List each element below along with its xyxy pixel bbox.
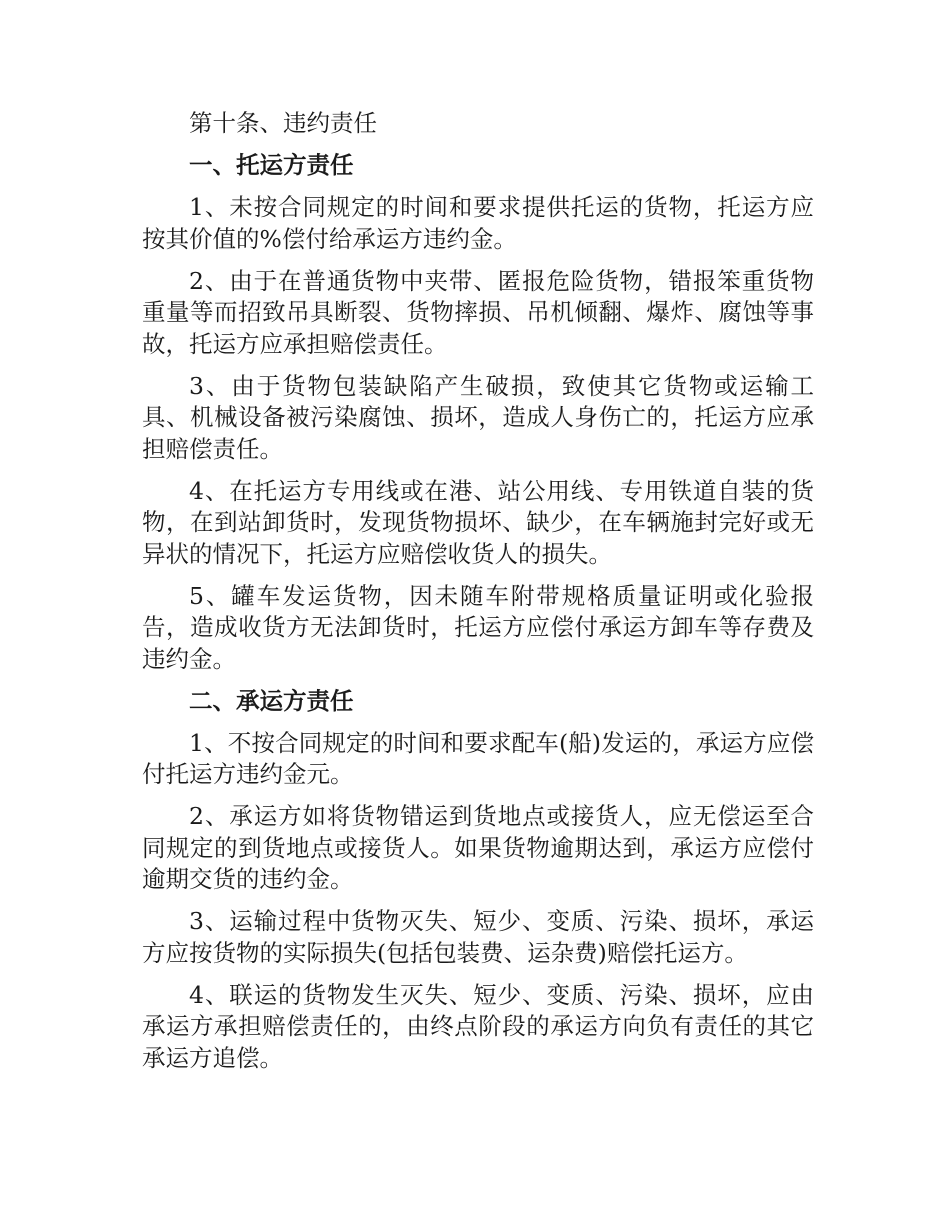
carrier-clause-1: 1、不按合同规定的时间和要求配车(船)发运的，承运方应偿付托运方违约金元。 (142, 728, 814, 788)
carrier-clause-4: 4、联运的货物发生灭失、短少、变质、污染、损坏，应由承运方承担赔偿责任的，由终点阶段的承运方向负有责任的其它承运方追偿。 (142, 980, 814, 1072)
carrier-clause-2: 2、承运方如将货物错运到货地点或接货人，应无偿运至合同规定的到货地点或接货人。如果货物逾期达到，承运方应偿付逾期交货的违约金。 (142, 802, 814, 893)
section-heading-shipper: 一、托运方责任 (189, 151, 354, 179)
shipper-clause-5: 5、罐车发运货物，因未随车附带规格质量证明或化验报告，造成收货方无法卸货时，托运方应偿付承运方卸车等存费及违约金。 (142, 581, 814, 673)
section-heading-carrier: 二、承运方责任 (189, 686, 354, 715)
document-body (142, 108, 814, 1085)
shipper-clause-3: 3、由于货物包装缺陷产生破损，致使其它货物或运输工具、机械设备被污染腐蚀、损坏，造成人身伤亡的，托运方应承担赔偿责任。 (142, 371, 814, 463)
shipper-clause-4: 4、在托运方专用线或在港、站公用线、专用铁道自装的货物，在到站卸货时，发现货物损坏、缺少，在车辆施封完好或无异状的情况下，托运方应赔偿收货人的损失。 (142, 476, 814, 568)
shipper-clause-1: 1、未按合同规定的时间和要求提供托运的货物，托运方应按其价值的%偿付给承运方违约金。 (142, 193, 814, 253)
carrier-clause-3: 3、运输过程中货物灭失、短少、变质、污染、损坏，承运方应按货物的实际损失(包括包装费、运杂费)赔偿托运方。 (142, 907, 814, 967)
shipper-clause-2: 2、由于在普通货物中夹带、匿报危险货物，错报笨重货物重量等而招致吊具断裂、货物摔损、吊机倾翻、爆炸、腐蚀等事故，托运方应承担赔偿责任。 (142, 266, 814, 358)
article-title: 第十条、违约责任 (189, 109, 377, 137)
